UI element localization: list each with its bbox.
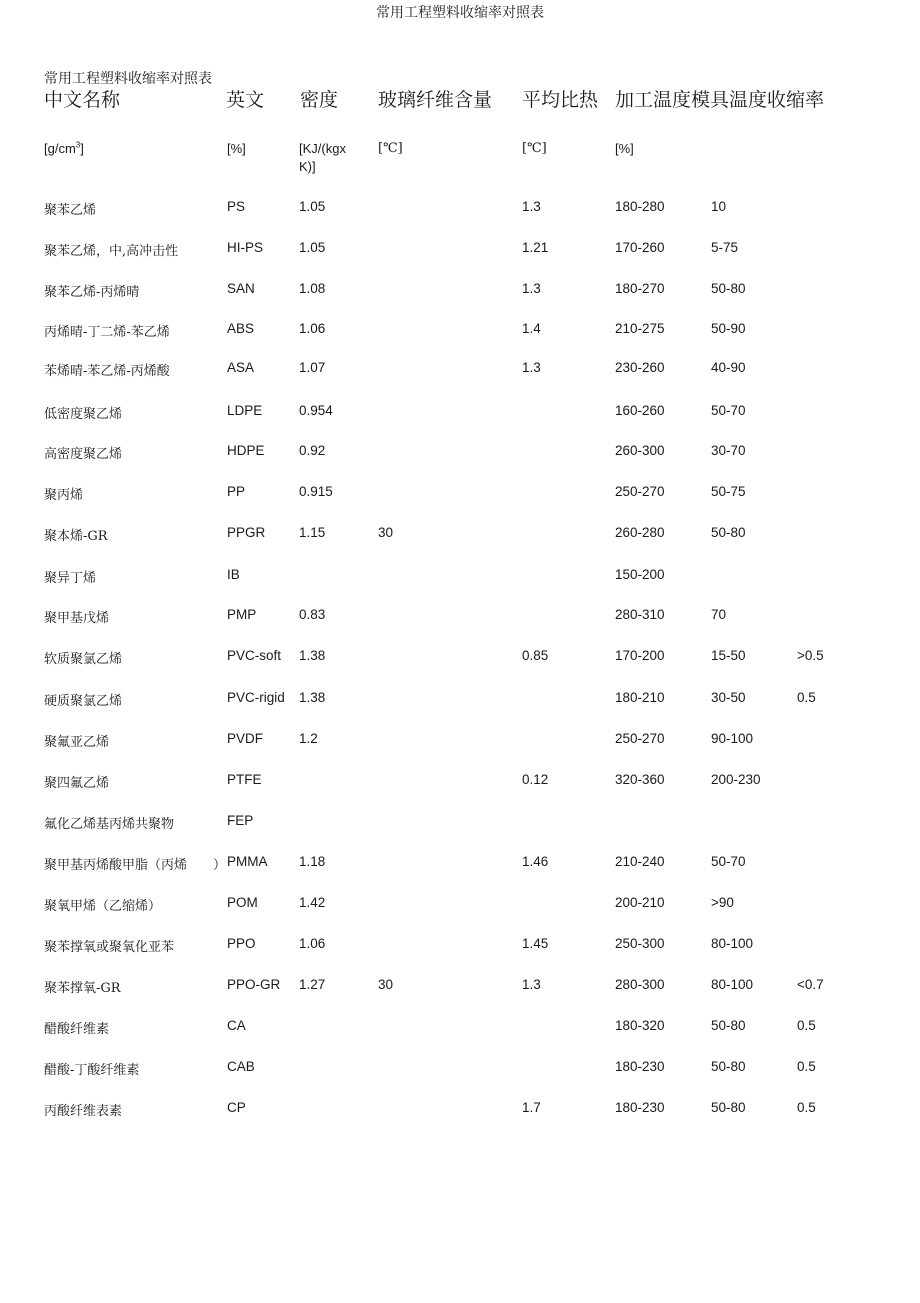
- cell-english-code: PVC-rigid: [227, 690, 285, 705]
- cell-specific-heat: 0.12: [522, 772, 549, 787]
- table-row: [0, 854, 920, 874]
- cell-mold-temp: 90-100: [711, 731, 754, 746]
- cell-processing-temp: 250-300: [615, 936, 665, 951]
- cell-density: 0.92: [299, 443, 326, 458]
- cell-glass-fiber: 30: [378, 525, 394, 540]
- cell-processing-temp: 180-270: [615, 281, 665, 296]
- cell-english-code: SAN: [227, 281, 255, 296]
- cell-chinese-name: 氟化乙烯基丙烯共聚物: [44, 817, 175, 832]
- table-row: [0, 731, 920, 751]
- cell-chinese-name: 高密度聚乙烯: [44, 447, 123, 462]
- cell-mold-temp: 50-80: [711, 1100, 746, 1115]
- cell-processing-temp: 230-260: [615, 360, 665, 375]
- cell-processing-temp: 180-230: [615, 1100, 665, 1115]
- cell-english-code: POM: [227, 895, 258, 910]
- cell-density: 1.15: [299, 525, 326, 540]
- cell-density: 0.954: [299, 403, 333, 418]
- cell-glass-fiber: 30: [378, 977, 394, 992]
- cell-english-code: HDPE: [227, 443, 265, 458]
- cell-processing-temp: 260-300: [615, 443, 665, 458]
- table-row: [0, 403, 920, 423]
- cell-english-code: PTFE: [227, 772, 262, 787]
- cell-english-code: CP: [227, 1100, 246, 1115]
- cell-density: 1.07: [299, 360, 326, 375]
- cell-density: 0.83: [299, 607, 326, 622]
- table-row: [0, 240, 920, 260]
- cell-mold-temp: 70: [711, 607, 727, 622]
- cell-chinese-name: 丙酸纤维表素: [44, 1104, 123, 1119]
- header-density: 密度: [300, 89, 339, 111]
- cell-processing-temp: 210-275: [615, 321, 665, 336]
- cell-mold-temp: 5-75: [711, 240, 739, 255]
- cell-mold-temp: 80-100: [711, 936, 754, 951]
- cell-processing-temp: 210-240: [615, 854, 665, 869]
- cell-chinese-name: 聚苯乙烯: [44, 203, 97, 218]
- document-title: 常用工程塑料收缩率对照表: [44, 71, 212, 87]
- cell-mold-temp: >90: [711, 895, 734, 910]
- cell-mold-temp: 50-80: [711, 525, 746, 540]
- cell-english-code: PPGR: [227, 525, 266, 540]
- cell-specific-heat: 1.3: [522, 977, 541, 992]
- cell-density: 1.2: [299, 731, 318, 746]
- table-row: [0, 813, 920, 833]
- cell-chinese-name: 聚丙烯: [44, 488, 84, 503]
- cell-specific-heat: 1.46: [522, 854, 549, 869]
- cell-chinese-name: 软质聚氯乙烯: [44, 652, 123, 667]
- cell-processing-temp: 180-210: [615, 690, 665, 705]
- cell-density: 1.08: [299, 281, 326, 296]
- cell-shrinkage: 0.5: [797, 1100, 816, 1115]
- cell-chinese-name: 聚甲基丙烯酸甲脂（丙烯 ）: [44, 858, 227, 873]
- cell-mold-temp: 50-70: [711, 854, 746, 869]
- cell-chinese-name: 聚苯乙烯-丙烯晴: [44, 285, 140, 300]
- cell-shrinkage: 0.5: [797, 1018, 816, 1033]
- cell-chinese-name: 硬质聚氯乙烯: [44, 694, 123, 709]
- cell-mold-temp: 50-90: [711, 321, 746, 336]
- unit-density: $[g/cm^3]$: [44, 140, 84, 156]
- running-header: 常用工程塑料收缩率对照表: [376, 5, 544, 21]
- cell-chinese-name: 苯烯晴-苯乙烯-丙烯酸: [44, 364, 170, 379]
- table-row: [0, 281, 920, 301]
- table-row: [0, 977, 920, 997]
- table-row: [0, 321, 920, 341]
- cell-processing-temp: 180-280: [615, 199, 665, 214]
- table-row: [0, 1059, 920, 1079]
- header-specific-heat: 平均比热: [522, 89, 599, 111]
- cell-processing-temp: 170-200: [615, 648, 665, 663]
- cell-english-code: HI-PS: [227, 240, 264, 255]
- table-row: [0, 772, 920, 792]
- table-row: [0, 607, 920, 627]
- cell-chinese-name: 低密度聚乙烯: [44, 407, 123, 422]
- cell-processing-temp: 280-310: [615, 607, 665, 622]
- cell-specific-heat: 1.4: [522, 321, 541, 336]
- table-row: [0, 648, 920, 668]
- cell-specific-heat: 1.7: [522, 1100, 541, 1115]
- cell-processing-temp: 250-270: [615, 731, 665, 746]
- header-chinese-name: 中文名称: [44, 89, 121, 111]
- cell-mold-temp: 40-90: [711, 360, 746, 375]
- unit-temp-2: [℃]: [522, 141, 547, 156]
- cell-chinese-name: 聚本烯-GR: [44, 529, 108, 544]
- cell-density: 1.05: [299, 240, 326, 255]
- cell-density: 0.915: [299, 484, 333, 499]
- cell-chinese-name: 聚氟亚乙烯: [44, 735, 110, 750]
- table-row: [0, 199, 920, 219]
- cell-processing-temp: 170-260: [615, 240, 665, 255]
- cell-english-code: CA: [227, 1018, 246, 1033]
- cell-english-code: PPO: [227, 936, 256, 951]
- cell-processing-temp: 180-320: [615, 1018, 665, 1033]
- cell-chinese-name: 聚甲基戊烯: [44, 611, 110, 626]
- cell-specific-heat: 1.3: [522, 281, 541, 296]
- table-row: [0, 567, 920, 587]
- cell-chinese-name: 丙烯晴-丁二烯-苯乙烯: [44, 325, 170, 340]
- cell-shrinkage: <0.7: [797, 977, 824, 992]
- table-row: [0, 525, 920, 545]
- cell-english-code: CAB: [227, 1059, 255, 1074]
- table-row: [0, 1018, 920, 1038]
- cell-density: 1.38: [299, 690, 326, 705]
- cell-shrinkage: 0.5: [797, 1059, 816, 1074]
- unit-temp-1: [℃]: [378, 141, 403, 156]
- cell-specific-heat: 1.21: [522, 240, 549, 255]
- cell-specific-heat: 1.45: [522, 936, 549, 951]
- cell-chinese-name: 醋酸-丁酸纤维素: [44, 1063, 140, 1078]
- cell-english-code: PMMA: [227, 854, 268, 869]
- cell-processing-temp: 320-360: [615, 772, 665, 787]
- cell-specific-heat: 1.3: [522, 360, 541, 375]
- cell-mold-temp: 50-80: [711, 281, 746, 296]
- cell-mold-temp: 80-100: [711, 977, 754, 992]
- cell-processing-temp: 180-230: [615, 1059, 665, 1074]
- cell-chinese-name: 聚苯撑氧-GR: [44, 981, 121, 996]
- cell-english-code: PMP: [227, 607, 257, 622]
- cell-mold-temp: 50-75: [711, 484, 746, 499]
- cell-chinese-name: 聚氧甲烯（乙缩烯）: [44, 899, 162, 914]
- cell-english-code: IB: [227, 567, 240, 582]
- unit-shrink-percent: [%]: [615, 141, 634, 156]
- cell-chinese-name: 聚四氟乙烯: [44, 776, 110, 791]
- table-row: [0, 1100, 920, 1120]
- cell-specific-heat: 0.85: [522, 648, 549, 663]
- cell-shrinkage: 0.5: [797, 690, 816, 705]
- cell-english-code: PVC-soft: [227, 648, 282, 663]
- cell-density: 1.42: [299, 895, 326, 910]
- cell-density: 1.06: [299, 321, 326, 336]
- cell-english-code: PVDF: [227, 731, 264, 746]
- cell-processing-temp: 160-260: [615, 403, 665, 418]
- cell-mold-temp: 30-50: [711, 690, 746, 705]
- cell-specific-heat: 1.3: [522, 199, 541, 214]
- cell-mold-temp: 50-70: [711, 403, 746, 418]
- cell-density: 1.06: [299, 936, 326, 951]
- cell-english-code: LDPE: [227, 403, 263, 418]
- cell-processing-temp: 150-200: [615, 567, 665, 582]
- cell-processing-temp: 250-270: [615, 484, 665, 499]
- cell-density: 1.05: [299, 199, 326, 214]
- cell-processing-temp: 260-280: [615, 525, 665, 540]
- cell-shrinkage: >0.5: [797, 648, 824, 663]
- cell-mold-temp: 200-230: [711, 772, 761, 787]
- cell-english-code: FEP: [227, 813, 254, 828]
- table-row: [0, 484, 920, 504]
- cell-chinese-name: 醋酸纤维素: [44, 1022, 110, 1037]
- cell-chinese-name: 聚苯乙烯，中,高冲击性: [44, 244, 179, 259]
- header-temps-shrinkage: 加工温度模具温度收缩率: [615, 89, 825, 111]
- cell-processing-temp: 280-300: [615, 977, 665, 992]
- cell-mold-temp: 30-70: [711, 443, 746, 458]
- cell-english-code: PPO-GR: [227, 977, 281, 992]
- cell-mold-temp: 10: [711, 199, 727, 214]
- header-glass-fiber: 玻璃纤维含量: [378, 89, 493, 111]
- table-row: [0, 443, 920, 463]
- table-row: [0, 936, 920, 956]
- unit-specific-heat: [KJ/(kgx K)]: [299, 141, 346, 174]
- table-row: [0, 690, 920, 710]
- cell-english-code: ABS: [227, 321, 255, 336]
- cell-chinese-name: 聚苯撑氧或聚氧化亚苯: [44, 940, 175, 955]
- cell-english-code: PP: [227, 484, 246, 499]
- header-english: 英文: [226, 89, 265, 111]
- unit-glass-percent: [%]: [227, 141, 246, 156]
- table-row: [0, 360, 920, 380]
- cell-chinese-name: 聚异丁烯: [44, 571, 97, 586]
- cell-processing-temp: 200-210: [615, 895, 665, 910]
- cell-mold-temp: 15-50: [711, 648, 746, 663]
- cell-density: 1.18: [299, 854, 326, 869]
- table-row: [0, 895, 920, 915]
- cell-density: 1.27: [299, 977, 326, 992]
- cell-english-code: PS: [227, 199, 246, 214]
- cell-density: 1.38: [299, 648, 326, 663]
- cell-english-code: ASA: [227, 360, 255, 375]
- cell-mold-temp: 50-80: [711, 1059, 746, 1074]
- cell-mold-temp: 50-80: [711, 1018, 746, 1033]
